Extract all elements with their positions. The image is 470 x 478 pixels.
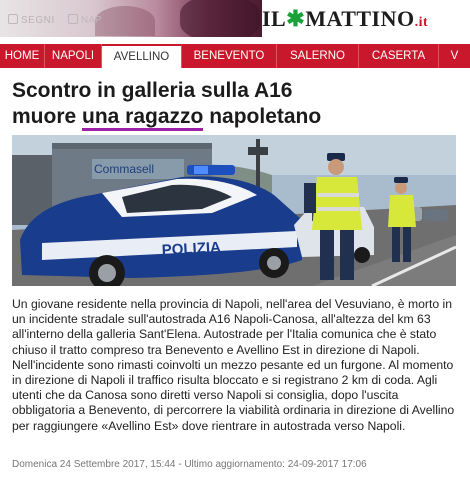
logo-part: IL <box>262 6 287 31</box>
nav-tab-home[interactable]: HOME <box>0 44 45 68</box>
logo-part: MATTINO <box>305 6 415 31</box>
promo-icon <box>68 14 78 24</box>
promo-right-text: NAP <box>68 14 102 26</box>
logo-tld: .it <box>414 15 429 30</box>
nav-tab-avellino[interactable]: AVELLINO <box>102 44 182 68</box>
sign-text: Commasell <box>94 162 155 176</box>
top-bar <box>0 0 470 37</box>
logo-star-icon: ✱ <box>286 6 306 31</box>
article-title <box>12 78 462 130</box>
nav-tab-caserta[interactable]: CASERTA <box>359 44 439 68</box>
article-body: Un giovane residente nella provincia di Napoli, nell'area del Vesuviano, è morto in un incidente stradale sull'autostrada A16 Napoli-Canosa, all'altezza del km 63 all'interno della galleria Sant'Elena. Autostrade per l'Italia comunica che è stato chiuso il tratto compreso tra Benevento e Avellino Est in direzione di Napoli. Nell'incidente sono rimasti coinvolti un mezzo pesante ed un furgone. Al momento in direzione di Napoli il traffico risulta bloccato e si registrano 2 km di coda. Agli utenti che da Canosa sono diretti verso Napoli si consiglia, dopo l'uscita obbligatoria a Benevento, di percorrere la viabilità ordinaria in direzione di Avellino per raggiungere «Avellino Est» dove rientrare in autostrada verso Napoli. <box>12 297 455 433</box>
nav-tab-benevento[interactable]: BENEVENTO <box>182 44 277 68</box>
promo-banner[interactable] <box>0 0 262 37</box>
title-line-1: Scontro in galleria sulla A16 <box>12 79 293 102</box>
article-date: Domenica 24 Settembre 2017, 15:44 - Ultimo aggiornamento: 24-09-2017 17:06 <box>12 459 367 470</box>
police-scene-image <box>12 135 456 286</box>
site-logo[interactable] <box>262 6 428 32</box>
article-photo <box>12 135 456 286</box>
promo-left-text: SEGNI <box>8 14 55 26</box>
nav-tab-more[interactable]: V <box>450 50 459 62</box>
nav-tab-salerno[interactable]: SALERNO <box>277 44 359 68</box>
promo-shape <box>180 0 260 37</box>
nav-tab-napoli[interactable]: NAPOLI <box>45 44 102 68</box>
car-text: POLIZIA <box>161 238 222 259</box>
promo-shape <box>95 6 155 36</box>
title-line-2-end: napoletano <box>203 105 322 128</box>
promo-icon <box>8 14 18 24</box>
title-line-2: muore <box>12 105 83 128</box>
main-nav <box>0 44 470 68</box>
title-highlight: una ragazzo <box>82 105 203 131</box>
